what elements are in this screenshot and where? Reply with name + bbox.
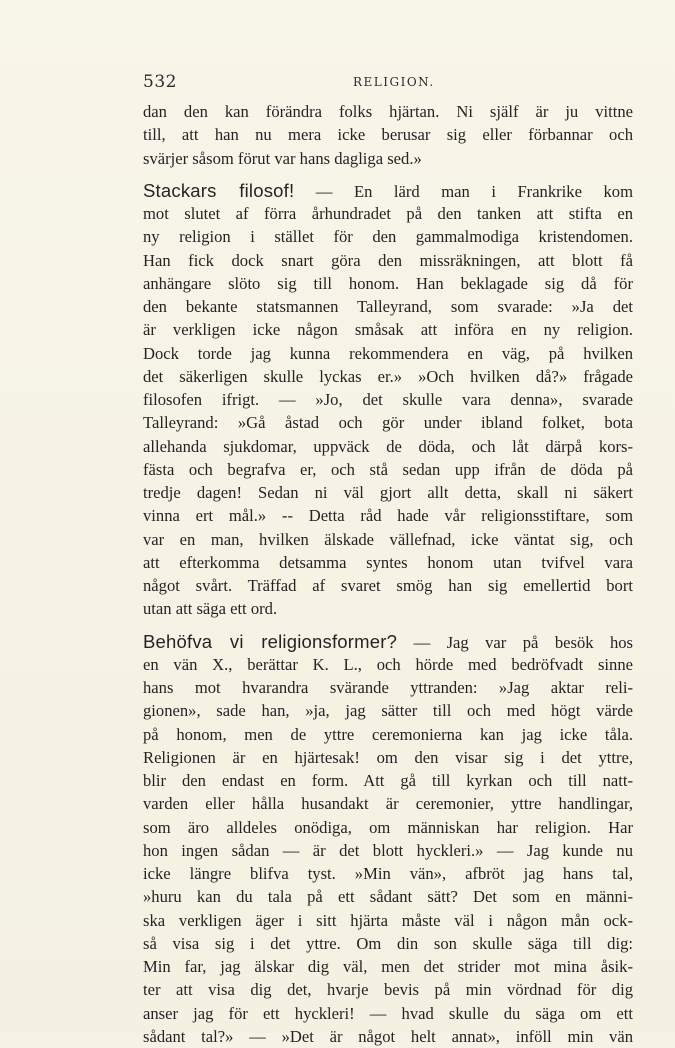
text-line: ny religion i stället för den gammalmodiga kristendomen. <box>143 227 633 247</box>
text-line: är verkligen icke någon småsak att införa en ny religion. <box>143 320 633 340</box>
text-line: hon ingen sådan — är det blott hyckleri.» — Jag kunde nu <box>143 840 633 860</box>
text-line: Han fick dock snart göra den missräkningen, att blott få <box>143 250 633 270</box>
text-line: det säkerligen skulle lyckas er.» »Och hvilken då?» frågade <box>143 366 633 386</box>
text-line: anhängare slöto sig till honom. Han beklagade sig då för <box>143 273 633 293</box>
text-line: »huru kan du tala på ett sådant sätt? Det som en männi- <box>143 887 633 907</box>
text-line: allehanda sjukdomar, uppväck de döda, och låt därpå kors- <box>143 436 633 456</box>
text-line: så visa sig i det yttre. Om din son skulle säga till dig: <box>143 933 633 953</box>
running-head: RELIGION. <box>353 75 435 89</box>
page-header <box>143 72 633 96</box>
text-line: hans mot hvarandra svärande yttranden: »Jag aktar reli- <box>143 678 633 697</box>
text-line: på honom, men de yttre ceremonierna kan jag icke tåla. <box>143 724 633 744</box>
text-line: något svårt. Träffad af svaret smög han sig emellertid bort <box>143 576 633 595</box>
text-line: mot slutet af förra århundradet på den tanken att stifta en <box>143 204 633 223</box>
text-line: fästa och begrafva er, och stå sedan upp ifrån de döda på <box>143 459 633 479</box>
text-run: — Jag var på besök hos <box>413 632 634 652</box>
text-line: varden eller hålla husandakt är ceremonier, yttre handlingar, <box>143 794 633 814</box>
text-line: vinna ert mål.» -- Detta råd hade vår religionsstiftare, som <box>143 506 633 526</box>
text-line: ska verkligen äger i sitt hjärta måste väl i någon mån ock- <box>143 910 633 930</box>
text-line: att efterkomma detsamma syntes honom utan tvifvel vara <box>143 552 633 572</box>
text-line <box>143 630 633 653</box>
body-text <box>143 100 633 1048</box>
text-line: filosofen ifrigt. — »Jo, det skulle vara denna», svarade <box>143 390 633 409</box>
text-line: den bekante statsmannen Talleyrand, som svarade: »Ja det <box>143 297 633 316</box>
text-line: till, att han nu mera icke berusar sig eller förbannar och <box>143 125 633 145</box>
page-number: 532 <box>143 72 177 92</box>
text-run: — En lärd man i Frankrike kom <box>315 181 633 201</box>
text-line: blir den endast en form. Att gå till kyrkan och till natt- <box>143 771 633 790</box>
text-line: ter att visa dig det, hvarje bevis på min vördnad för dig <box>143 980 633 1000</box>
text-line: Min far, jag älskar dig väl, men det strider mot mina åsik- <box>143 957 633 976</box>
text-line: tredje dagen! Sedan ni väl gjort allt detta, skall ni säkert <box>143 483 633 502</box>
text-line: en vän X., berättar K. L., och hörde med bedröfvadt sinne <box>143 654 633 674</box>
text-line: utan att säga ett ord. <box>143 599 278 619</box>
text-line: Dock torde jag kunna rekommendera en väg, på hvilken <box>143 343 633 363</box>
text-line: gionen», sade han, »ja, jag sätter till och med högt värde <box>143 701 633 721</box>
text-line: Religionen är en hjärtesak! om den visar sig i det yttre, <box>143 747 633 767</box>
section-heading: Stackars filosof! <box>143 179 295 201</box>
text-line: sådant tal?» — »Det är något helt annat», inföll min vän <box>143 1026 633 1046</box>
text-line: anser jag för ett hyckleri! — hvad skulle du säga om ett <box>143 1003 633 1023</box>
text-line: svärjer såsom förut var hans dagliga sed.» <box>143 148 422 168</box>
text-line: var en man, hvilken älskade vällefnad, icke väntat sig, och <box>143 529 633 549</box>
section-heading: Behöfva vi religionsformer? <box>143 630 398 652</box>
text-line: som äro alldeles onödiga, om människan har religion. Har <box>143 817 633 837</box>
text-line <box>143 179 633 202</box>
text-line: Talleyrand: »Gå åstad och gör under ibland folket, bota <box>143 413 633 433</box>
text-line: dan den kan förändra folks hjärtan. Ni själf är ju vittne <box>143 102 633 121</box>
text-line: icke längre blifva tyst. »Min vän», afbröt jag hans tal, <box>143 864 633 883</box>
